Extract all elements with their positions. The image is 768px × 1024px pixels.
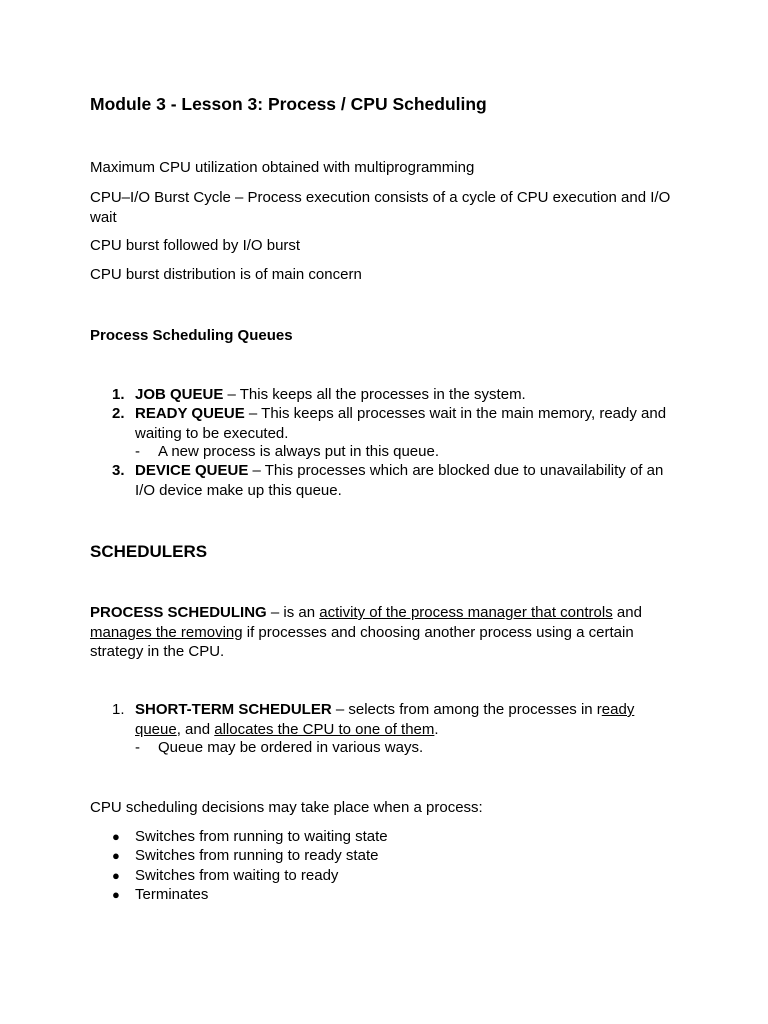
item-text bbox=[135, 404, 680, 443]
underlined-text: eady queue bbox=[135, 701, 635, 738]
intro-line: CPU burst followed by I/O burst bbox=[90, 237, 301, 254]
item-text bbox=[135, 385, 680, 405]
bullet-icon: ● bbox=[112, 868, 120, 883]
item-text bbox=[135, 700, 655, 739]
dash-marker: - bbox=[135, 739, 140, 756]
page-title: Module 3 - Lesson 3: Process / CPU Scheduling bbox=[90, 94, 487, 114]
dash-marker: - bbox=[135, 443, 140, 460]
bullet-icon: ● bbox=[112, 887, 120, 902]
item-number: 2. bbox=[112, 405, 125, 422]
item-number: 3. bbox=[112, 462, 125, 479]
bullet-icon: ● bbox=[112, 829, 120, 844]
subitem-text: Queue may be ordered in various ways. bbox=[158, 739, 424, 756]
item-number: 1. bbox=[112, 386, 125, 403]
paragraph-text: and bbox=[612, 604, 642, 621]
item-term: READY QUEUE bbox=[135, 405, 245, 422]
item-desc: – This keeps all processes wait in the main memory, ready and waiting to be executed. bbox=[135, 405, 667, 442]
intro-line: Maximum CPU utilization obtained with multiprogramming bbox=[90, 159, 475, 176]
item-desc: – selects from among the processes in r bbox=[331, 701, 602, 718]
underlined-text: manages the removing bbox=[90, 623, 243, 641]
item-desc: , and bbox=[176, 720, 215, 738]
intro-line: CPU burst distribution is of main concern bbox=[90, 266, 362, 283]
bullet-text: Terminates bbox=[135, 886, 209, 903]
underlined-text: allocates the CPU to one of them bbox=[214, 720, 435, 738]
bullet-text: Switches from running to waiting state bbox=[135, 828, 388, 845]
item-desc: . bbox=[434, 720, 439, 738]
bullet-text: Switches from running to ready state bbox=[135, 847, 379, 864]
intro-line: CPU–I/O Burst Cycle – Process execution consists of a cycle of CPU execution and I/O wait bbox=[90, 189, 671, 226]
process-scheduling-paragraph bbox=[90, 603, 655, 662]
bullet-icon: ● bbox=[112, 848, 120, 863]
item-text bbox=[135, 461, 680, 500]
queues-heading: Process Scheduling Queues bbox=[90, 327, 293, 344]
schedulers-heading: SCHEDULERS bbox=[90, 542, 208, 561]
underlined-text: activity of the process manager that controls bbox=[319, 604, 613, 621]
subitem-text: A new process is always put in this queue. bbox=[158, 443, 439, 460]
item-number: 1. bbox=[112, 701, 125, 718]
term-process-scheduling: PROCESS SCHEDULING bbox=[90, 604, 267, 621]
item-desc: – This keeps all the processes in the system. bbox=[223, 386, 526, 403]
item-term: DEVICE QUEUE bbox=[135, 462, 249, 479]
item-desc: – This processes which are blocked due to unavailability of an I/O device make up this queue. bbox=[135, 462, 664, 499]
item-term: SHORT-TERM SCHEDULER bbox=[135, 701, 332, 718]
item-term: JOB QUEUE bbox=[135, 386, 224, 403]
paragraph-text: if processes and choosing another process using a certain strategy in the CPU. bbox=[90, 623, 634, 660]
decisions-intro: CPU scheduling decisions may take place when a process: bbox=[90, 799, 483, 816]
paragraph-text: – is an bbox=[266, 604, 320, 621]
bullet-text: Switches from waiting to ready bbox=[135, 867, 339, 884]
